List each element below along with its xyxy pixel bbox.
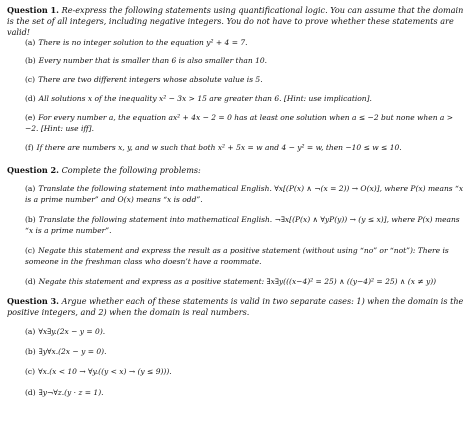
item-label: (a): [25, 184, 36, 193]
q1-item-a: [25, 38, 465, 49]
item-label: (a): [25, 327, 36, 336]
question-intro: Argue whether each of these statements is valid in two separate cases: 1) when the domain is the positive integers, and 2) when the domain is real numbers.: [7, 296, 464, 317]
item-label: (b): [25, 56, 36, 65]
q1-item-b: [25, 56, 465, 67]
item-text: ∃y¬∀z.(y · z = 1).: [38, 388, 104, 397]
question-number: Question 2.: [7, 165, 60, 175]
item-text: Negate this statement and express as a positive statement: ∃x∃y(((x−4)² = 25) ∧ ((y−4)² = 25) ∧ (x ≠ y)): [38, 277, 437, 286]
item-text: If there are numbers x, y, and w such that both x² + 5x = w and 4 − y² = w, then −10 ≤ w ≤ 10.: [36, 143, 402, 152]
question-intro: Complete the following problems:: [61, 165, 201, 175]
item-text: There is no integer solution to the equation y² + 4 = 7.: [38, 38, 248, 47]
question-number: Question 1.: [7, 5, 60, 15]
q2-item-b: [25, 215, 465, 236]
q2-item-c: [25, 246, 465, 267]
item-text: All solutions x of the inequality x² − 3x > 15 are greater than 6. [Hint: use implication].: [38, 94, 372, 103]
q3-item-b: [25, 347, 465, 358]
q1-item-d: [25, 94, 465, 105]
q1-item-c: [25, 75, 465, 86]
item-text: Translate the following statement into mathematical English. ∀x[(P(x) ∧ ¬(x = 2)) → O(x)], where P(x) means “x is a prime number” and O(x) means “x is odd”.: [25, 184, 464, 204]
item-label: (c): [25, 367, 36, 376]
item-label: (d): [25, 94, 36, 103]
item-text: ∀x.(x < 10 → ∀y.((y < x) → (y ≤ 9))).: [38, 367, 172, 376]
item-label: (b): [25, 215, 36, 224]
q1-item-f: [25, 143, 465, 154]
item-text: ∃y∀x.(2x − y = 0).: [38, 347, 107, 356]
q3-item-d: [25, 388, 465, 399]
item-text: Translate the following statement into mathematical English. ¬∃x[(P(x) ∧ ∀yP(y)) → (y ≤ x)], where P(x) means “x is a prime number”.: [25, 215, 460, 235]
item-text: For every number a, the equation ax² + 4x − 2 = 0 has at least one solution when a ≤ −2 but none when a > −2. [Hint: use iff].: [25, 113, 454, 133]
q1-item-e: [25, 113, 465, 134]
q3-item-c: [25, 367, 465, 378]
question-2: [7, 165, 469, 176]
item-text: Negate this statement and express the result as a positive statement (without using “no” or “not”): There is someone in the freshman class who doesn’t have a roommate.: [25, 246, 449, 266]
item-label: (d): [25, 388, 36, 397]
item-text: ∀x∃y.(2x − y = 0).: [38, 327, 106, 336]
item-label: (d): [25, 277, 36, 286]
item-text: There are two different integers whose absolute value is 5.: [38, 75, 263, 84]
item-label: (b): [25, 347, 36, 356]
q2-item-a: [25, 184, 465, 205]
question-3: [7, 296, 469, 318]
item-label: (e): [25, 113, 36, 122]
item-label: (a): [25, 38, 36, 47]
q2-item-d: [25, 277, 465, 288]
item-label: (c): [25, 75, 36, 84]
question-1: [7, 5, 469, 38]
item-label: (f): [25, 143, 34, 152]
question-intro: Re-express the following statements using quantificational logic. You can assume that the domain is the set of all integers, including negative integers. You do not have to prove whether these statements are valid!: [7, 5, 464, 37]
item-text: Every number that is smaller than 6 is also smaller than 10.: [38, 56, 268, 65]
question-number: Question 3.: [7, 296, 60, 306]
q3-item-a: [25, 327, 465, 338]
item-label: (c): [25, 246, 36, 255]
